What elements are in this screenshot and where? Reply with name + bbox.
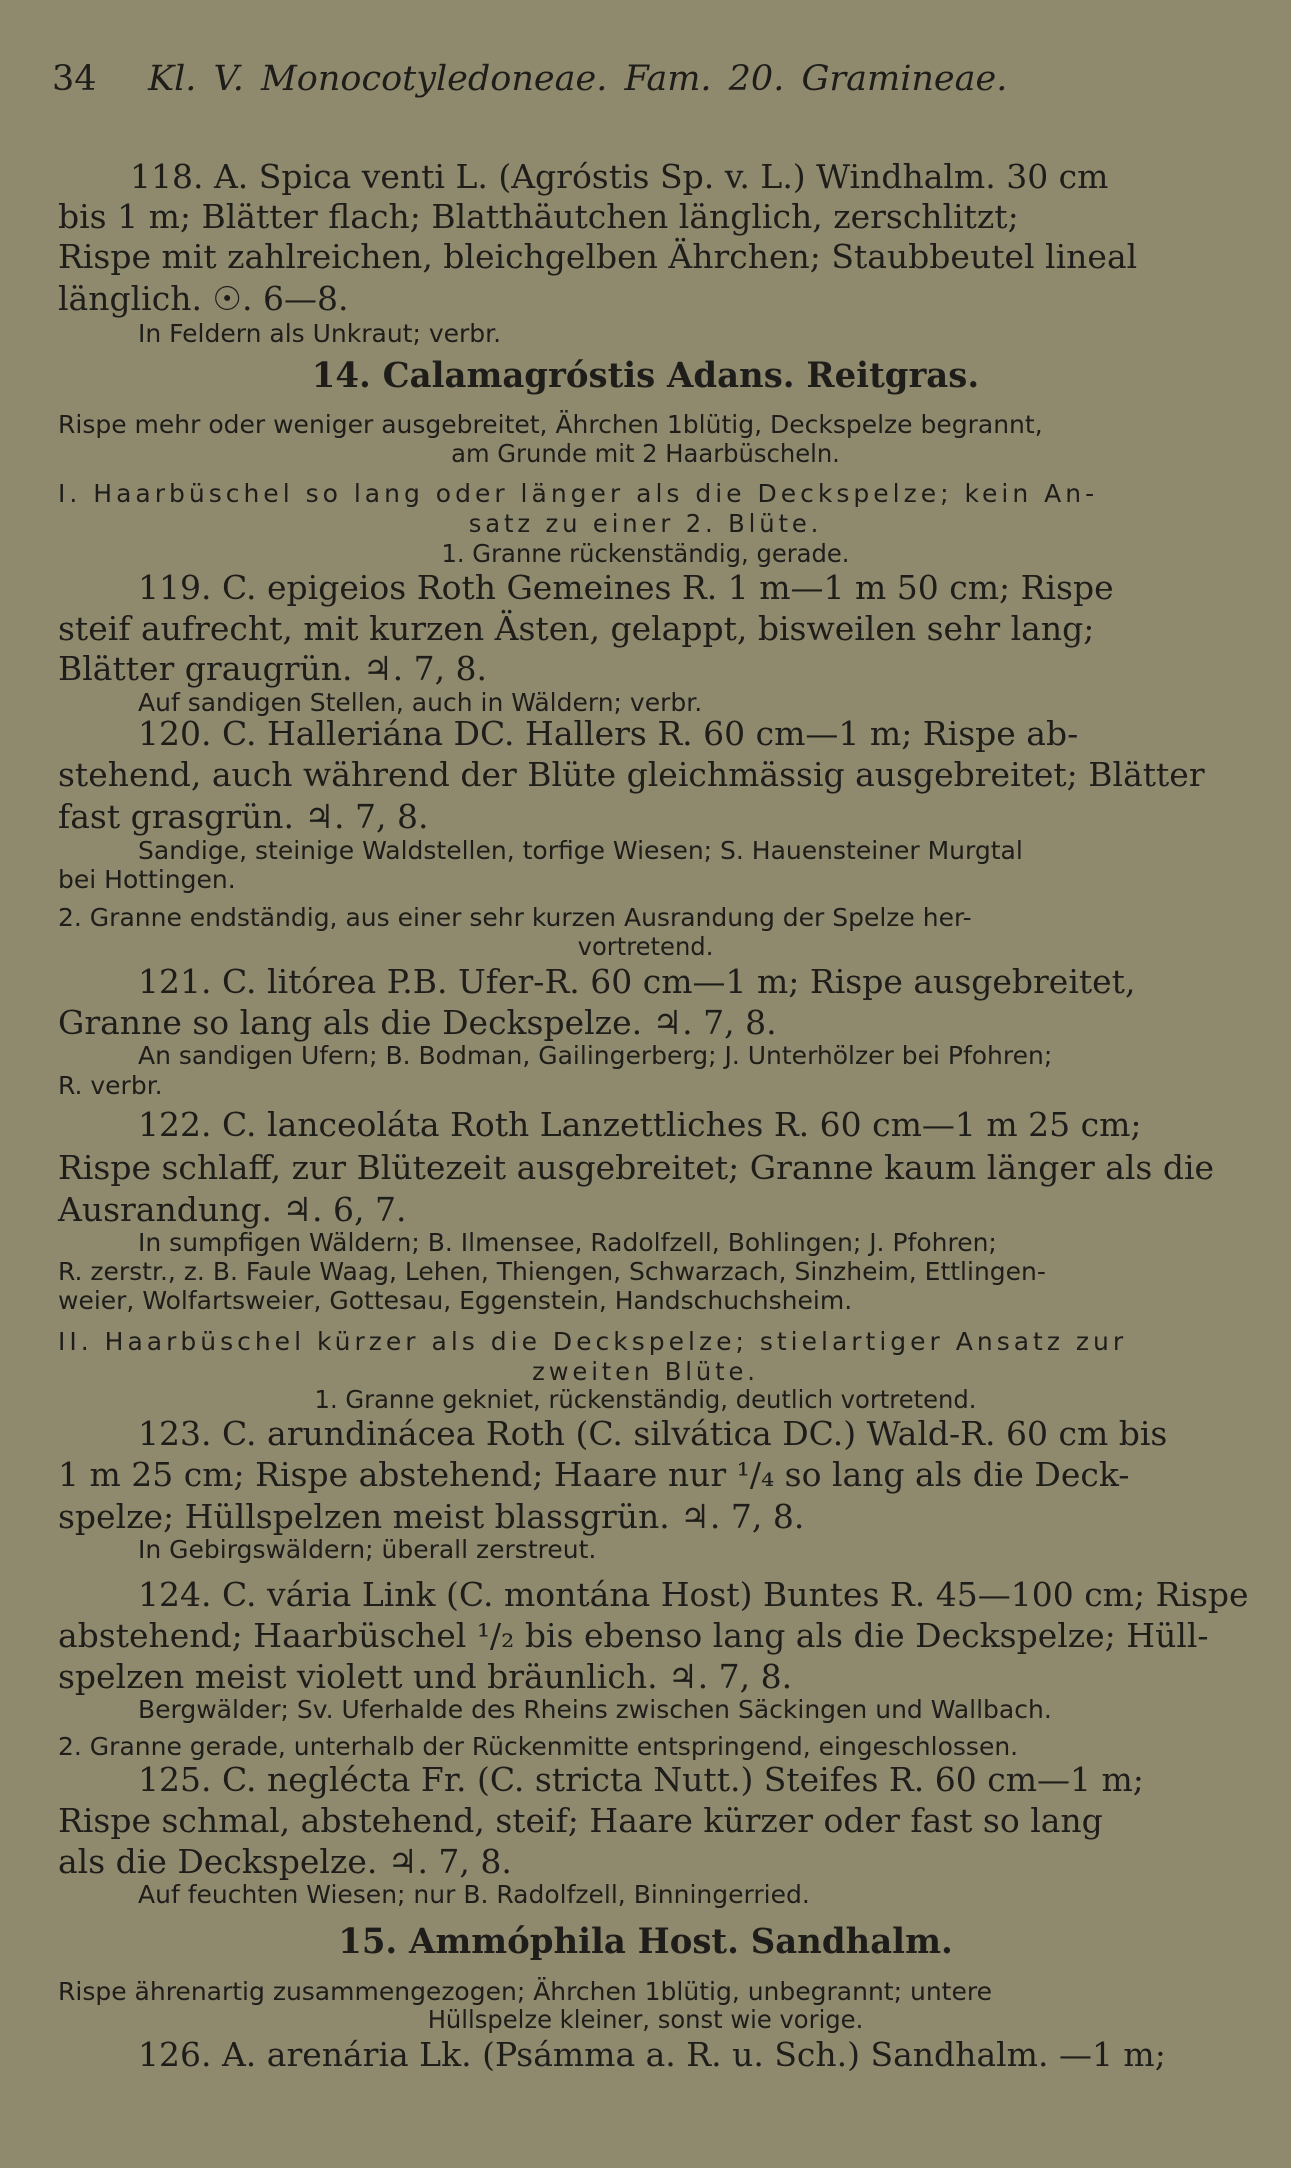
genus-15-desc-1: Rispe ährenartig zusammengezogen; Ährchen 1blütig, unbegrannt; untere (58, 1977, 992, 2006)
key-II-line-1: II. Haarbüschel kürzer als die Deckspelze; stielartiger Ansatz zur (58, 1327, 1128, 1356)
entry-121-line-1: 121. C. litórea P.B. Ufer-R. 60 cm—1 m; Rispe ausgebreitet, (138, 962, 1136, 1001)
key-II-line-2: zweiten Blüte. (532, 1357, 759, 1386)
entry-125-line-1: 125. C. neglécta Fr. (C. stricta Nutt.) Steifes R. 60 cm—1 m; (138, 1760, 1144, 1799)
entry-119-line-2: steif aufrecht, mit kurzen Ästen, gelappt, bisweilen sehr lang; (58, 609, 1095, 648)
entry-118-line-2: bis 1 m; Blätter flach; Blatthäutchen länglich, zerschlitzt; (58, 197, 1019, 236)
entry-123-line-3: spelze; Hüllspelzen meist blassgrün. ♃. 7, 8. (58, 1497, 805, 1536)
entry-122-line-1: 122. C. lanceoláta Roth Lanzettliches R. 60 cm—1 m 25 cm; (138, 1105, 1142, 1144)
entry-118-line-3: Rispe mit zahlreichen, bleichgelben Ährchen; Staubbeutel lineal (58, 237, 1138, 276)
entry-120-line-2: stehend, auch während der Blüte gleichmässig ausgebreitet; Blätter (58, 755, 1205, 794)
entry-118-line-4: länglich. ☉. 6—8. (58, 279, 349, 318)
entry-124-line-2: abstehend; Haarbüschel ¹/₂ bis ebenso lang als die Deckspelze; Hüll- (58, 1616, 1209, 1655)
entry-124-line-3: spelzen meist violett und bräunlich. ♃. 7, 8. (58, 1657, 793, 1696)
entry-126-line-1: 126. A. arenária Lk. (Psámma a. R. u. Sch.) Sandhalm. —1 m; (138, 2035, 1166, 2074)
entry-120-habitat-2: bei Hottingen. (58, 865, 236, 894)
entry-124-habitat: Bergwälder; Sv. Uferhalde des Rheins zwischen Säckingen und Wallbach. (138, 1695, 1052, 1724)
entry-123-habitat: In Gebirgswäldern; überall zerstreut. (138, 1535, 597, 1564)
key-I-line-2: satz zu einer 2. Blüte. (468, 509, 823, 538)
entry-122-line-2: Rispe schlaff, zur Blütezeit ausgebreitet; Granne kaum länger als die (58, 1148, 1215, 1187)
entry-122-habitat-1: In sumpfigen Wäldern; B. Ilmensee, Radolfzell, Bohlingen; J. Pfohren; (138, 1228, 997, 1257)
entry-120-habitat-1: Sandige, steinige Waldstellen, torfige Wiesen; S. Hauensteiner Murgtal (138, 836, 1023, 865)
entry-120-line-1: 120. C. Halleriána DC. Hallers R. 60 cm—1 m; Rispe ab- (138, 714, 1079, 753)
entry-121-line-2: Granne so lang als die Deckspelze. ♃. 7, 8. (58, 1003, 777, 1042)
key-II-2: 2. Granne gerade, unterhalb der Rückenmitte entspringend, eingeschlossen. (58, 1732, 1019, 1761)
entry-123-line-2: 1 m 25 cm; Rispe abstehend; Haare nur ¹/₄ so lang als die Deck- (58, 1455, 1130, 1494)
entry-121-habitat-2: R. verbr. (58, 1071, 163, 1100)
genus-heading-14: 14. Calamagróstis Adans. Reitgras. (311, 355, 980, 396)
page-header (52, 59, 1008, 99)
entry-125-line-2: Rispe schmal, abstehend, steif; Haare kürzer oder fast so lang (58, 1801, 1103, 1840)
entry-122-habitat-2: R. zerstr., z. B. Faule Waag, Lehen, Thiengen, Schwarzach, Sinzheim, Ettlingen- (58, 1257, 1046, 1286)
genus-15-desc-2: Hüllspelze kleiner, sonst wie vorige. (427, 2005, 864, 2034)
entry-118-habitat: In Feldern als Unkraut; verbr. (138, 319, 502, 348)
key-I-2-line-1: 2. Granne endständig, aus einer sehr kurzen Ausrandung der Spelze her- (58, 903, 972, 932)
entry-121-habitat-1: An sandigen Ufern; B. Bodman, Gailingerberg; J. Unterhölzer bei Pfohren; (138, 1041, 1053, 1070)
entry-119-habitat: Auf sandigen Stellen, auch in Wäldern; verbr. (138, 688, 703, 717)
entry-123-line-1: 123. C. arundinácea Roth (C. silvática DC.) Wald-R. 60 cm bis (138, 1414, 1168, 1453)
genus-14-desc-1: Rispe mehr oder weniger ausgebreitet, Ährchen 1blütig, Deckspelze begrannt, (58, 410, 1043, 439)
entry-118-line-1: 118. A. Spica venti L. (Agróstis Sp. v. L.) Windhalm. 30 cm (130, 157, 1109, 196)
entry-120-line-3: fast grasgrün. ♃. 7, 8. (58, 797, 429, 836)
key-I-1: 1. Granne rückenständig, gerade. (441, 539, 850, 568)
entry-119-line-1: 119. C. epigeios Roth Gemeines R. 1 m—1 m 50 cm; Rispe (138, 568, 1114, 607)
entry-124-line-1: 124. C. vária Link (C. montána Host) Buntes R. 45—100 cm; Rispe (138, 1575, 1249, 1614)
entry-125-line-3: als die Deckspelze. ♃. 7, 8. (58, 1842, 512, 1881)
key-I-line-1: I. Haarbüschel so lang oder länger als die Deckspelze; kein An- (58, 479, 1099, 508)
running-title: Kl. V. Monocotyledoneae. Fam. 20. Gramineae. (147, 59, 1008, 99)
key-II-1: 1. Granne gekniet, rückenständig, deutlich vortretend. (314, 1385, 977, 1414)
page-number: 34 (52, 59, 97, 99)
entry-122-habitat-3: weier, Wolfartsweier, Gottesau, Eggenstein, Handschuchsheim. (58, 1286, 853, 1315)
entry-125-habitat: Auf feuchten Wiesen; nur B. Radolfzell, Binningerried. (138, 1880, 810, 1909)
genus-heading-15: 15. Ammóphila Host. Sandhalm. (338, 1921, 953, 1962)
entry-122-line-3: Ausrandung. ♃. 6, 7. (58, 1190, 407, 1229)
entry-119-line-3: Blätter graugrün. ♃. 7, 8. (58, 649, 488, 688)
genus-14-desc-2: am Grunde mit 2 Haarbüscheln. (451, 439, 840, 468)
key-I-2-line-2: vortretend. (577, 932, 714, 961)
